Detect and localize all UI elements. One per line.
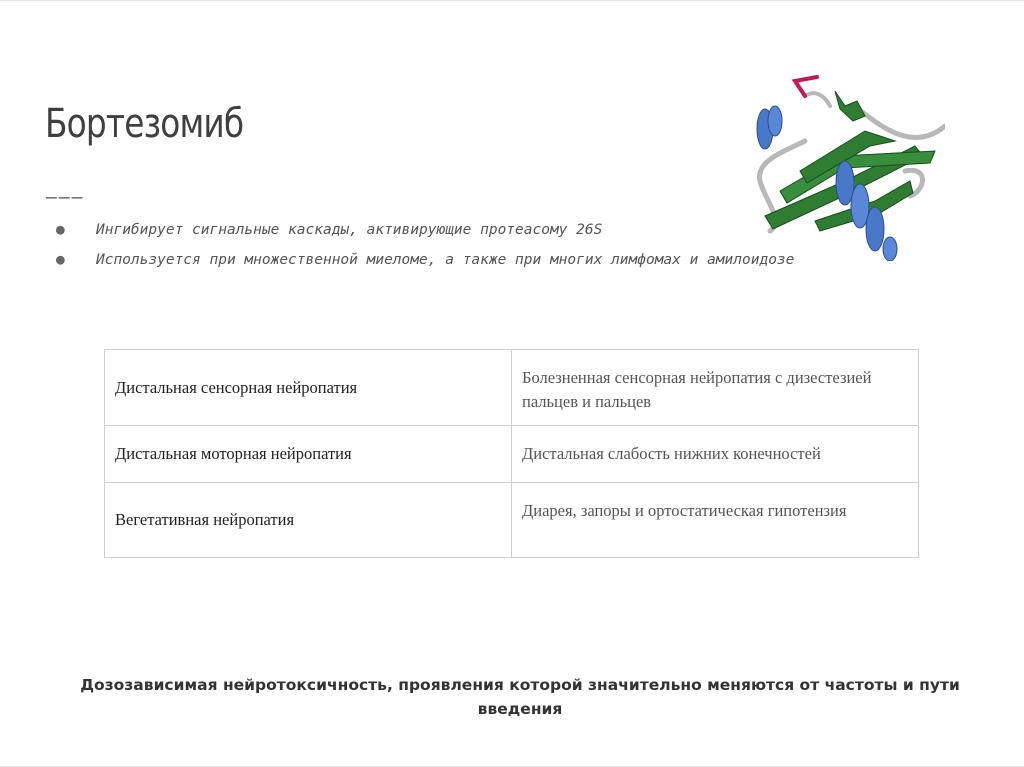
- beta-sheet: [835, 91, 865, 121]
- neuropathy-description-cell: Дистальная слабость нижних конечностей: [512, 426, 919, 483]
- neuropathy-table: [104, 349, 919, 558]
- bullet-item: [56, 249, 794, 279]
- slide-title: Бортезомиб: [45, 101, 244, 147]
- bullet-marker: ●: [56, 252, 65, 268]
- neuropathy-type-cell: Дистальная моторная нейропатия: [105, 426, 512, 483]
- bullet-text: Используется при множественной миеломе, а также при многих лимфомах и амилоидозе: [96, 252, 795, 268]
- neuropathy-description-cell: Диарея, запоры и ортостатическая гипотензия: [512, 483, 919, 558]
- table-row: [105, 426, 919, 483]
- table-row: [105, 483, 919, 558]
- coil-strand: [805, 93, 830, 106]
- bullet-text: Ингибирует сигнальные каскады, активирующие протеасому 26S: [96, 222, 603, 238]
- footer-note: Дозозависимая нейротоксичность, проявления которой значительно меняются от частоты и пути введения: [80, 676, 960, 718]
- alpha-helix: [757, 106, 782, 149]
- table-row: [105, 350, 919, 426]
- bullet-item: [56, 219, 794, 249]
- bullet-list: [56, 219, 794, 279]
- neuropathy-type-cell: Вегетативная нейропатия: [105, 483, 512, 558]
- bullet-marker: ●: [56, 222, 65, 238]
- title-underline: ———: [46, 187, 85, 208]
- neuropathy-description-cell: Болезненная сенсорная нейропатия с дизестезией пальцев и пальцев: [512, 350, 919, 426]
- neuropathy-type-cell: Дистальная сенсорная нейропатия: [105, 350, 512, 426]
- protein-structure-image: [745, 71, 945, 261]
